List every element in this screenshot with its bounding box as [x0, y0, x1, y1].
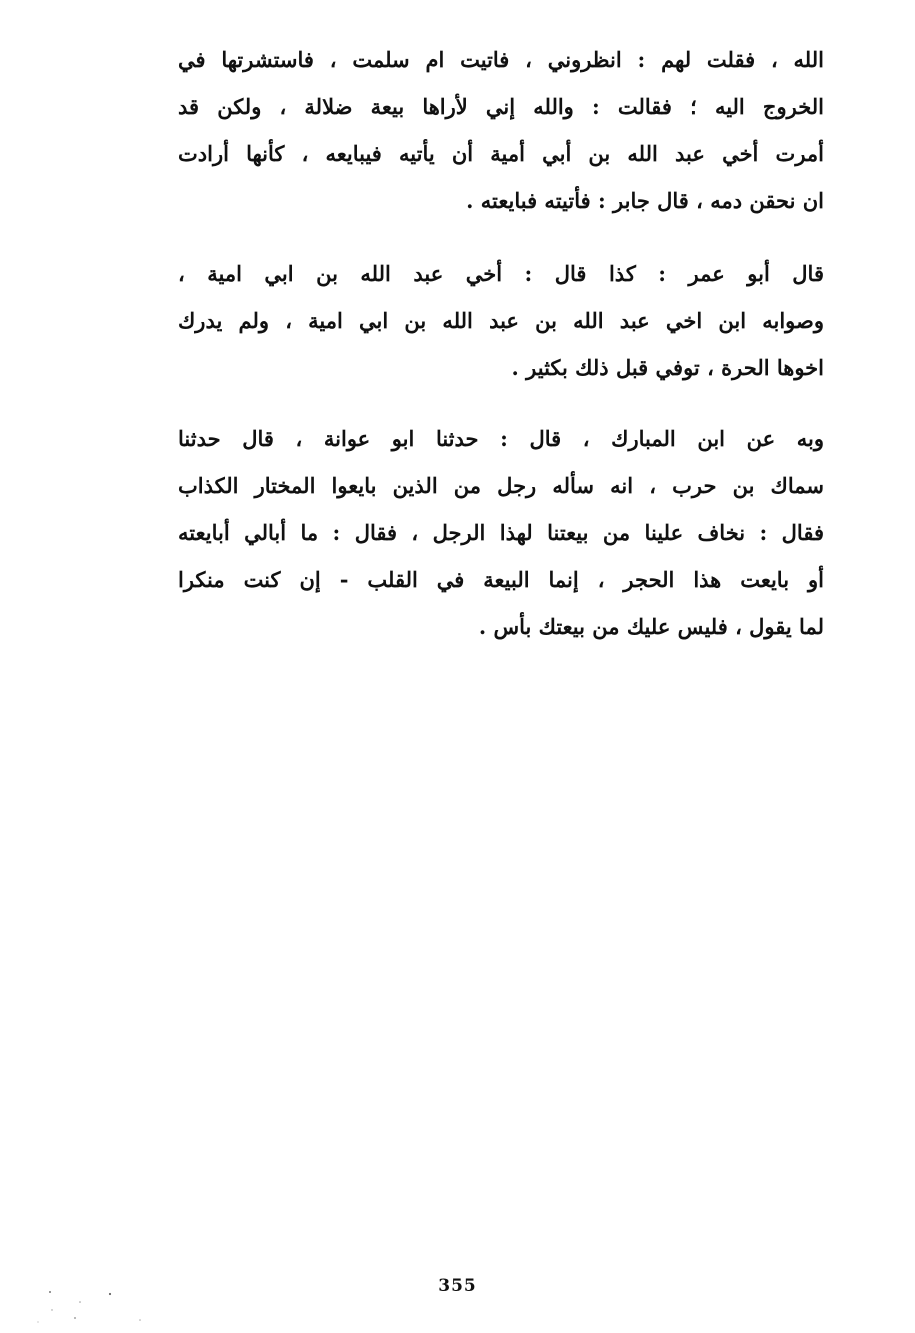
paragraph-line: قال أبو عمر : كذا قال : أخي عبد الله بن ابي امية ،: [178, 261, 824, 286]
paragraph-1: [178, 36, 824, 224]
paragraph-2: [178, 250, 824, 391]
paragraph-line: أمرت أخي عبد الله بن أبي أمية أن يأتيه فيبايعه ، كأنها أرادت: [178, 141, 824, 166]
paragraph-line: الله ، فقلت لهم : انظروني ، فاتيت ام سلمت ، فاستشرتها في: [178, 47, 824, 72]
paragraph-line: الخروج اليه ؛ فقالت : والله إني لأراها بيعة ضلالة ، ولكن قد: [178, 94, 824, 119]
paragraph-line: لما يقول ، فليس عليك من بيعتك بأس .: [478, 614, 824, 639]
paragraph-line: سماك بن حرب ، انه سأله رجل من الذين بايعوا المختار الكذاب: [178, 473, 824, 498]
paragraph-line: وبه عن ابن المبارك ، قال : حدثنا ابو عوانة ، قال حدثنا: [178, 426, 824, 451]
paragraph-line: فقال : نخاف علينا من بيعتنا لهذا الرجل ، فقال : ما أبالي أبايعته: [178, 520, 824, 545]
page-number: 355: [438, 1276, 477, 1296]
paragraph-line: ان نحقن دمه ، قال جابر : فأتيته فبايعته .: [466, 188, 824, 213]
scan-specks: [30, 1280, 170, 1330]
paragraph-line: أو بايعت هذا الحجر ، إنما البيعة في القلب - إن كنت منكرا: [178, 567, 824, 592]
paragraph-line: وصوابه ابن اخي عبد الله بن عبد الله بن ابي امية ، ولم يدرك: [178, 308, 824, 333]
paragraph-3: [178, 415, 824, 650]
paragraph-line: اخوها الحرة ، توفي قبل ذلك بكثير .: [511, 355, 824, 380]
